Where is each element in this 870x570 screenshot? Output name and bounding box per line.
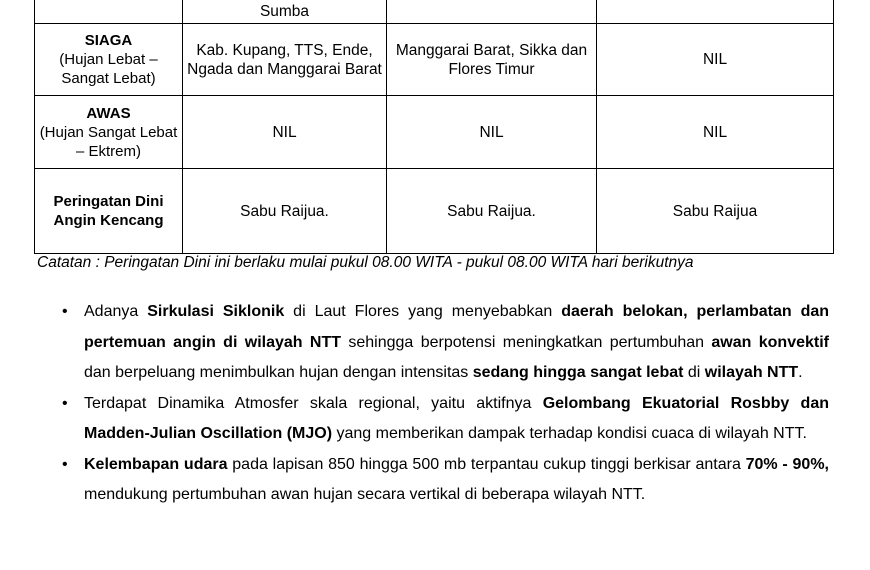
bold-text: 70% - 90%, [745,455,830,473]
table-row [35,169,834,254]
row-label-cell [35,24,183,96]
bold-text: awan konvektif [711,333,830,351]
bullet-icon: • [62,394,68,412]
text-run: mendukung pertumbuhan awan hujan secara vertikal di beberapa wilayah NTT. [84,486,646,503]
text-run: di Laut Flores yang menyebabkan [284,303,562,320]
text-run: Terdapat Dinamika Atmosfer skala regional, yaitu aktifnya [84,394,543,412]
analysis-bullet-list [62,297,830,511]
table-cell: Sumba [183,0,387,24]
bullet-icon: • [62,455,68,473]
table-cell: Sabu Raijua [597,169,834,254]
table-cell: NIL [387,96,597,169]
table-cell: Sabu Raijua. [387,169,597,254]
text-run: pada lapisan 850 hingga 500 mb terpantau cukup tinggi berkisar antara [227,455,746,473]
table-cell: NIL [597,96,834,169]
table-cell [597,0,834,24]
table-cell: NIL [597,24,834,96]
row-label-title: Peringatan Dini Angin Kencang [53,193,164,229]
row-label-title: AWAS [86,104,131,122]
table-cell: Kab. Kupang, TTS, Ende, Ngada dan Manggarai Barat [183,24,387,96]
row-label-cell [35,96,183,169]
table-cell: Sabu Raijua. [183,169,387,254]
bold-text: wilayah NTT [704,364,799,381]
table-cell [387,0,597,24]
bullet-text [84,395,829,443]
table-row [35,24,834,96]
bullet-item [62,389,829,450]
warning-table [34,0,834,254]
bullet-text [84,303,829,381]
table-cell: Manggarai Barat, Sikka dan Flores Timur [387,24,597,96]
table-row [35,96,834,169]
row-label-cell [35,169,183,254]
text-run: dan berpeluang menimbulkan hujan dengan intensitas [84,364,473,381]
row-label-subtitle: (Hujan Lebat – Sangat Lebat) [59,51,158,87]
bold-text: daerah belokan, perlambatan dan pertemuan angin di wilayah NTT [84,303,830,351]
bold-text: sedang hingga sangat lebat [472,364,684,381]
text-run: Adanya [84,303,148,320]
bullet-item [62,297,830,389]
text-run: . [798,364,803,381]
text-run: yang memberikan dampak terhadap kondisi cuaca di wilayah NTT. [332,425,807,442]
table-note: Catatan : Peringatan Dini ini berlaku mulai pukul 08.00 WITA - pukul 08.00 WITA hari berikutnya [37,254,694,271]
bold-text: Kelembapan udara [84,455,228,473]
row-label-cell [35,0,183,24]
bullet-item [62,450,830,511]
bullet-text [84,456,829,504]
bold-text: Sirkulasi Siklonik [147,303,285,320]
table-cell: NIL [183,96,387,169]
bold-text: Gelombang Ekuatorial Rosbby dan Madden-Julian Oscillation (MJO) [84,394,829,442]
table-row [35,0,834,24]
bullet-icon: • [62,303,68,320]
row-label-subtitle: (Hujan Sangat Lebat – Ektrem) [39,123,178,160]
text-run: sehingga berpotensi meningkatkan pertumbuhan [341,333,712,351]
row-label-title: SIAGA [84,32,133,49]
text-run: di [683,364,705,381]
